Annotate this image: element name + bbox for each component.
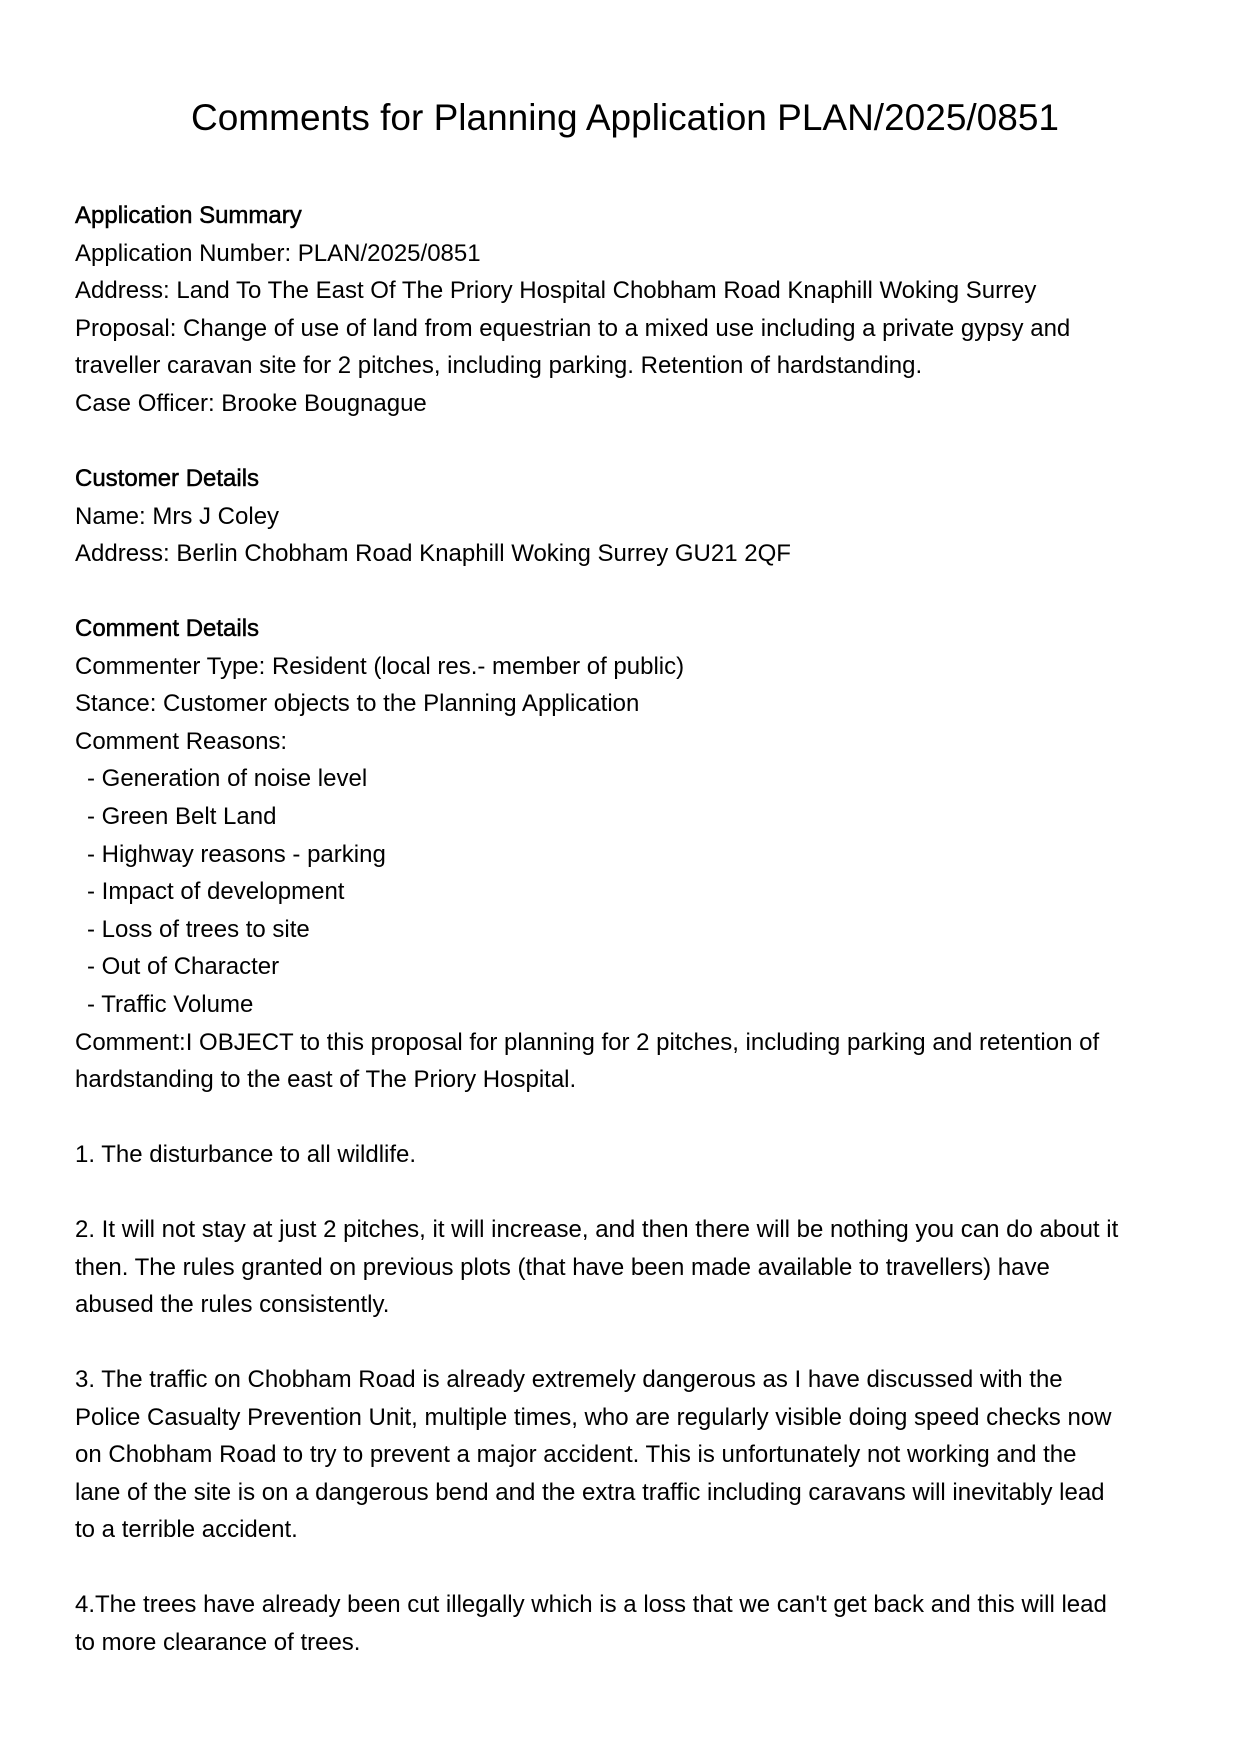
application-proposal-line-2: traveller caravan site for 2 pitches, including parking. Retention of hardstanding. xyxy=(75,352,923,380)
case-officer: Case Officer: Brooke Bougnague xyxy=(75,389,427,417)
comment-point-3 xyxy=(75,1361,1175,1549)
comment-details-section xyxy=(75,610,1175,1099)
comment-point-4 xyxy=(75,1586,1175,1661)
comment-point-line: to a terrible accident. xyxy=(75,1516,298,1544)
comment-point-line: lane of the site is on a dangerous bend and the extra traffic including caravans will inevitably lead xyxy=(75,1478,1105,1506)
comment-details-heading: Comment Details xyxy=(75,615,260,642)
comment-point-line: 1. The disturbance to all wildlife. xyxy=(75,1141,417,1168)
page-title: Comments for Planning Application PLAN/2025/0851 xyxy=(191,97,1059,138)
comment-point-line: on Chobham Road to try to prevent a major accident. This is unfortunately not working and the xyxy=(75,1441,1077,1469)
application-summary-section xyxy=(75,197,1175,423)
comment-point-line: Police Casualty Prevention Unit, multiple times, who are regularly visible doing speed checks now xyxy=(75,1403,1112,1431)
comment-point-line: then. The rules granted on previous plots (that have been made available to travellers) have xyxy=(75,1253,1050,1281)
comment-reason-item: - Out of Character xyxy=(87,953,280,981)
comment-reason-item: - Generation of noise level xyxy=(87,765,368,793)
comment-point-line: 3. The traffic on Chobham Road is already extremely dangerous as I have discussed with the xyxy=(75,1366,1063,1393)
comment-point-2 xyxy=(75,1211,1175,1324)
commenter-type: Commenter Type: Resident (local res.- member of public) xyxy=(75,652,685,680)
customer-name: Name: Mrs J Coley xyxy=(75,502,280,530)
comment-point-line: 4.The trees have already been cut illegally which is a loss that we can't get back and this will lead xyxy=(75,1591,1107,1618)
comment-text-line: Comment:I OBJECT to this proposal for planning for 2 pitches, including parking and retention of xyxy=(75,1028,1100,1056)
comment-reason-item: - Green Belt Land xyxy=(87,802,277,830)
application-proposal-line-1: Proposal: Change of use of land from equestrian to a mixed use including a private gypsy and xyxy=(75,314,1071,342)
comment-reasons-label: Comment Reasons: xyxy=(75,727,288,755)
comment-reason-item: - Traffic Volume xyxy=(87,990,254,1018)
customer-details-heading: Customer Details xyxy=(75,465,260,492)
comment-point-line: 2. It will not stay at just 2 pitches, it will increase, and then there will be nothing you can do about it xyxy=(75,1216,1119,1243)
comment-text-line: hardstanding to the east of The Priory Hospital. xyxy=(75,1066,577,1094)
comment-point-1 xyxy=(75,1136,1175,1174)
customer-address: Address: Berlin Chobham Road Knaphill Woking Surrey GU21 2QF xyxy=(75,540,791,568)
customer-details-section xyxy=(75,460,1175,573)
application-summary-heading: Application Summary xyxy=(75,202,302,229)
comment-reason-item: - Loss of trees to site xyxy=(87,915,310,943)
comment-reason-item: - Impact of development xyxy=(87,878,345,906)
comment-reason-item: - Highway reasons - parking xyxy=(87,840,386,868)
comment-point-line: to more clearance of trees. xyxy=(75,1628,361,1656)
application-number: Application Number: PLAN/2025/0851 xyxy=(75,239,481,267)
application-address: Address: Land To The East Of The Priory Hospital Chobham Road Knaphill Woking Surrey xyxy=(75,277,1037,305)
comment-point-line: abused the rules consistently. xyxy=(75,1291,390,1319)
stance: Stance: Customer objects to the Planning Application xyxy=(75,690,640,718)
